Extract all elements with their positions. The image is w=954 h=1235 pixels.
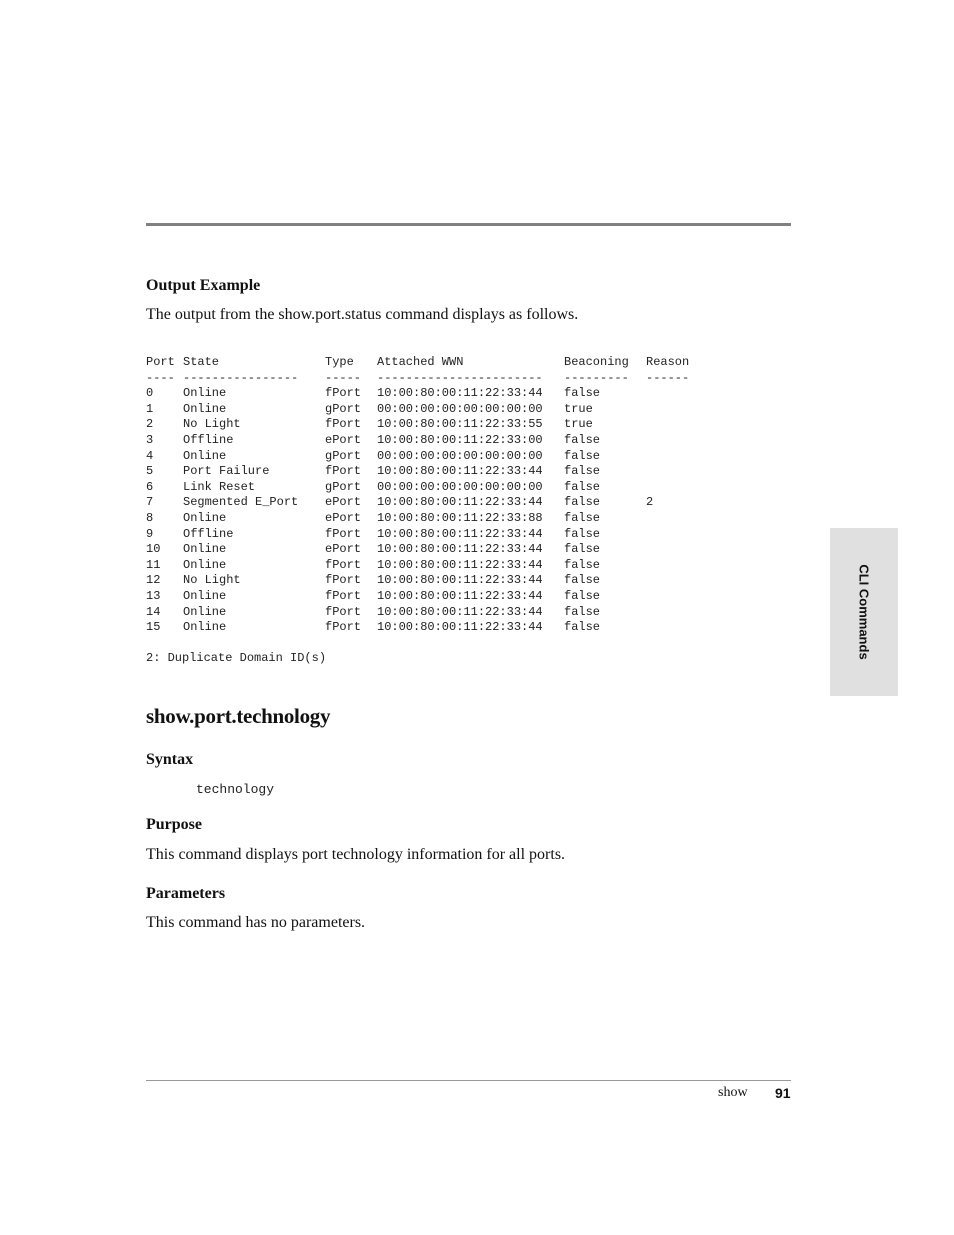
cell-port: 5	[146, 464, 154, 479]
cell-state: Online	[183, 604, 227, 619]
cell-type: Type	[325, 355, 354, 369]
cell-port: ----	[146, 370, 175, 385]
table-row	[146, 526, 601, 543]
cell-port: Port	[146, 355, 175, 369]
cell-wwn: 10:00:80:00:11:22:33:44	[377, 464, 543, 479]
cell-type: fPort	[325, 573, 362, 588]
chapter-tab-label: CLI Commands	[856, 564, 872, 660]
cell-beacon: ---------	[564, 370, 629, 385]
cell-wwn: 00:00:00:00:00:00:00:00	[377, 401, 543, 416]
cell-wwn: -----------------------	[377, 370, 543, 385]
cell-type: ePort	[325, 495, 362, 510]
cell-reason: Reason	[646, 355, 690, 369]
page-number: 91	[775, 1085, 791, 1101]
table-row	[146, 448, 601, 465]
cell-wwn: 10:00:80:00:11:22:33:44	[377, 526, 543, 541]
cell-beacon: Beaconing	[564, 355, 629, 369]
output-example-intro: The output from the show.port.status command displays as follows.	[146, 306, 579, 323]
cell-beacon: false	[564, 542, 601, 557]
cell-type: gPort	[325, 448, 362, 463]
cell-wwn: 00:00:00:00:00:00:00:00	[377, 479, 543, 494]
cell-wwn: 10:00:80:00:11:22:33:44	[377, 495, 543, 510]
cell-type: gPort	[325, 479, 362, 494]
table-row	[146, 479, 601, 496]
cell-type: fPort	[325, 604, 362, 619]
cell-port: 7	[146, 495, 154, 510]
cell-beacon: false	[564, 620, 601, 635]
cell-beacon: true	[564, 417, 593, 432]
command-title: show.port.technology	[146, 704, 331, 728]
cell-state: No Light	[183, 573, 241, 588]
cell-port: 10	[146, 542, 161, 557]
cell-wwn: 10:00:80:00:11:22:33:44	[377, 573, 543, 588]
cell-wwn: 10:00:80:00:11:22:33:55	[377, 417, 543, 432]
cell-state: ----------------	[183, 370, 299, 385]
cell-type: fPort	[325, 464, 362, 479]
cell-port: 13	[146, 588, 161, 603]
cell-reason: 2	[646, 495, 654, 510]
table-row	[146, 588, 601, 605]
cell-state: Online	[183, 542, 227, 557]
cell-beacon: true	[564, 401, 593, 416]
footer-rule	[146, 1080, 791, 1081]
cell-port: 8	[146, 510, 154, 525]
cell-port: 4	[146, 448, 154, 463]
cell-port: 11	[146, 557, 161, 572]
cell-state: Online	[183, 588, 227, 603]
cell-state: Offline	[183, 432, 234, 447]
syntax-heading: Syntax	[146, 751, 194, 768]
cell-beacon: false	[564, 479, 601, 494]
cell-wwn: Attached WWN	[377, 355, 464, 369]
cell-type: ePort	[325, 432, 362, 447]
cell-state: Online	[183, 448, 227, 463]
cell-wwn: 00:00:00:00:00:00:00:00	[377, 448, 543, 463]
cell-state: Online	[183, 401, 227, 416]
cell-type: fPort	[325, 417, 362, 432]
output-example-heading: Output Example	[146, 277, 261, 294]
cell-beacon: false	[564, 526, 601, 541]
cell-wwn: 10:00:80:00:11:22:33:44	[377, 386, 543, 401]
cell-port: 15	[146, 620, 161, 635]
parameters-text: This command has no parameters.	[146, 914, 366, 931]
table-row	[146, 432, 601, 449]
table-separator-row	[146, 370, 690, 387]
table-row	[146, 510, 601, 527]
table-row	[146, 573, 601, 589]
syntax-code: technology	[196, 782, 275, 797]
cell-port: 3	[146, 432, 154, 447]
cell-state: Online	[183, 386, 227, 401]
cell-port: 9	[146, 526, 154, 541]
cell-type: fPort	[325, 620, 362, 635]
cell-state: Port Failure	[183, 464, 270, 479]
table-header-row	[146, 355, 690, 371]
footer-section-name: show	[718, 1085, 748, 1100]
cell-wwn: 10:00:80:00:11:22:33:00	[377, 432, 543, 447]
cell-type: fPort	[325, 588, 362, 603]
table-footnote: 2: Duplicate Domain ID(s)	[146, 651, 327, 666]
table-row	[146, 386, 601, 402]
cell-beacon: false	[564, 432, 601, 447]
cell-beacon: false	[564, 588, 601, 603]
cell-state: Link Reset	[183, 479, 256, 494]
cell-port: 0	[146, 386, 154, 401]
table-row	[146, 604, 601, 621]
table-row	[146, 557, 601, 574]
cell-type: ePort	[325, 542, 362, 557]
table-row	[146, 464, 601, 480]
table-row	[146, 401, 593, 418]
cell-state: No Light	[183, 417, 241, 432]
purpose-text: This command displays port technology information for all ports.	[146, 846, 566, 863]
table-row	[146, 417, 593, 433]
cell-type: fPort	[325, 557, 362, 572]
cell-wwn: 10:00:80:00:11:22:33:44	[377, 542, 543, 557]
cell-beacon: false	[564, 448, 601, 463]
cell-wwn: 10:00:80:00:11:22:33:88	[377, 510, 543, 525]
cell-wwn: 10:00:80:00:11:22:33:44	[377, 588, 543, 603]
purpose-heading: Purpose	[146, 816, 202, 833]
cell-beacon: false	[564, 386, 601, 401]
cell-reason: ------	[646, 370, 690, 385]
table-spacer	[146, 636, 326, 652]
chapter-tab[interactable]	[830, 528, 898, 696]
cell-state: Online	[183, 510, 227, 525]
cell-port: 6	[146, 479, 154, 494]
cell-type: ePort	[325, 510, 362, 525]
cell-beacon: false	[564, 510, 601, 525]
cell-state: Segmented E_Port	[183, 495, 299, 510]
parameters-heading: Parameters	[146, 885, 226, 902]
cell-port: 2	[146, 417, 154, 432]
table-row	[146, 495, 654, 511]
cell-type: fPort	[325, 386, 362, 401]
cell-wwn: 10:00:80:00:11:22:33:44	[377, 620, 543, 635]
top-rule	[146, 223, 791, 226]
cell-type: gPort	[325, 401, 362, 416]
cell-state: Online	[183, 620, 227, 635]
cell-beacon: false	[564, 495, 601, 510]
table-row	[146, 620, 601, 636]
cell-beacon: false	[564, 573, 601, 588]
cell-type: -----	[325, 370, 362, 385]
cell-type: fPort	[325, 526, 362, 541]
cell-port: 14	[146, 604, 161, 619]
port-status-output	[146, 355, 690, 667]
cell-beacon: false	[564, 464, 601, 479]
cell-state: Online	[183, 557, 227, 572]
cell-port: 1	[146, 401, 154, 416]
cell-beacon: false	[564, 604, 601, 619]
cell-wwn: 10:00:80:00:11:22:33:44	[377, 557, 543, 572]
cell-wwn: 10:00:80:00:11:22:33:44	[377, 604, 543, 619]
cell-beacon: false	[564, 557, 601, 572]
cell-state: State	[183, 355, 220, 369]
table-row	[146, 542, 601, 558]
cell-state: Offline	[183, 526, 234, 541]
cell-port: 12	[146, 573, 161, 588]
